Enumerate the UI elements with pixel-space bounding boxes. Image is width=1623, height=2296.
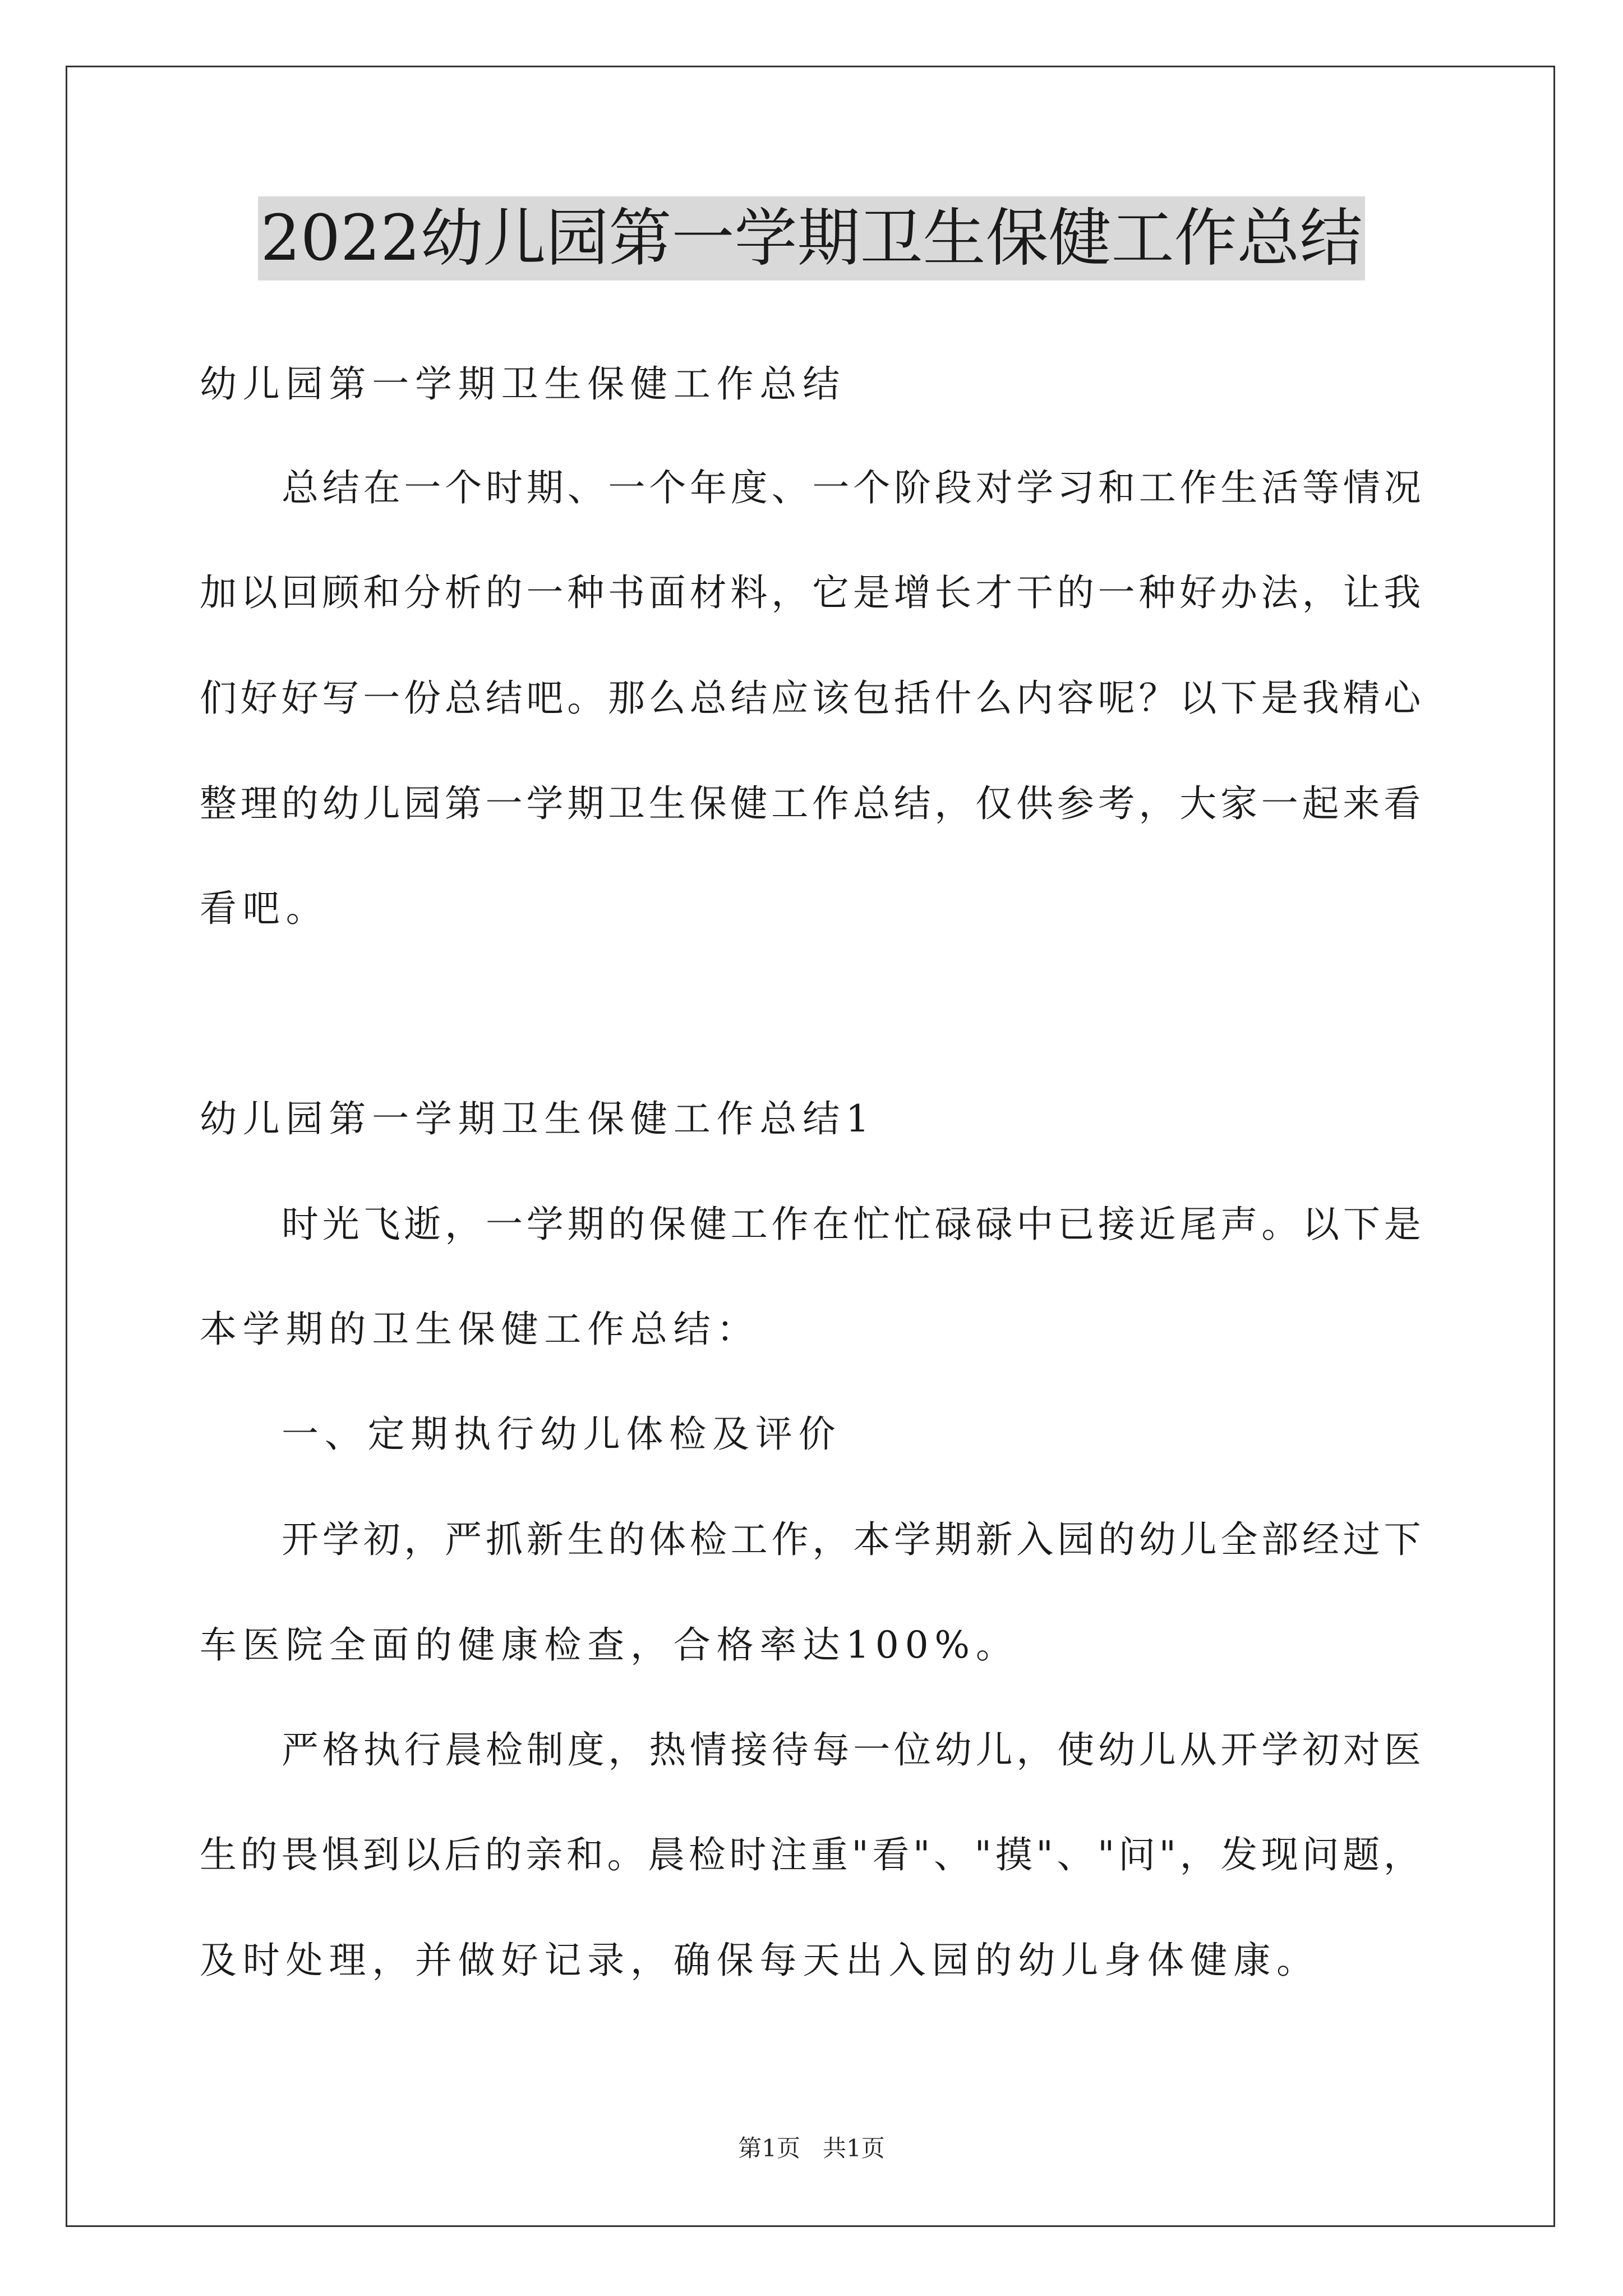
paragraph-line: 总结在一个时期、一个年度、一个阶段对学习和工作生活等情况 bbox=[282, 466, 1425, 509]
title-wrap bbox=[0, 196, 1623, 280]
paragraph-line: 开学初，严抓新生的体检工作，本学期新入园的幼儿全部经过下 bbox=[282, 1518, 1425, 1561]
paragraph-line: 加以回顾和分析的一种书面材料，它是增长才干的一种好办法，让我 bbox=[200, 571, 1424, 614]
subheading-line: 一、定期执行幼儿体检及评价 bbox=[282, 1412, 842, 1456]
paragraph-line: 时光飞逝，一学期的保健工作在忙忙碌碌中已接近尾声。以下是 bbox=[282, 1203, 1425, 1246]
paragraph-line: 生的畏惧到以后的亲和。晨检时注重"看"、"摸"、"问"，发现问题， bbox=[200, 1833, 1424, 1876]
paragraph-line: 看吧。 bbox=[200, 887, 329, 930]
page-footer: 第1页 共1页 bbox=[738, 2134, 885, 2162]
paragraph-line: 们好好写一份总结吧。那么总结应该包括什么内容呢？以下是我精心 bbox=[200, 677, 1424, 720]
paragraph-line: 车医院全面的健康检查，合格率达100%。 bbox=[200, 1623, 1019, 1667]
paragraph-line: 及时处理，并做好记录，确保每天出入园的幼儿身体健康。 bbox=[200, 1939, 1320, 1982]
paragraph-line: 本学期的卫生保健工作总结： bbox=[200, 1308, 760, 1351]
paragraph-line: 严格执行晨检制度，热情接待每一位幼儿，使幼儿从开学初对医 bbox=[282, 1728, 1425, 1772]
section-heading-intro: 幼儿园第一学期卫生保健工作总结 bbox=[200, 362, 846, 406]
paragraph-line: 整理的幼儿园第一学期卫生保健工作总结，仅供参考，大家一起来看 bbox=[200, 782, 1424, 825]
document-title: 2022幼儿园第一学期卫生保健工作总结 bbox=[258, 196, 1364, 280]
section-heading-1: 幼儿园第一学期卫生保健工作总结1 bbox=[200, 1097, 875, 1140]
